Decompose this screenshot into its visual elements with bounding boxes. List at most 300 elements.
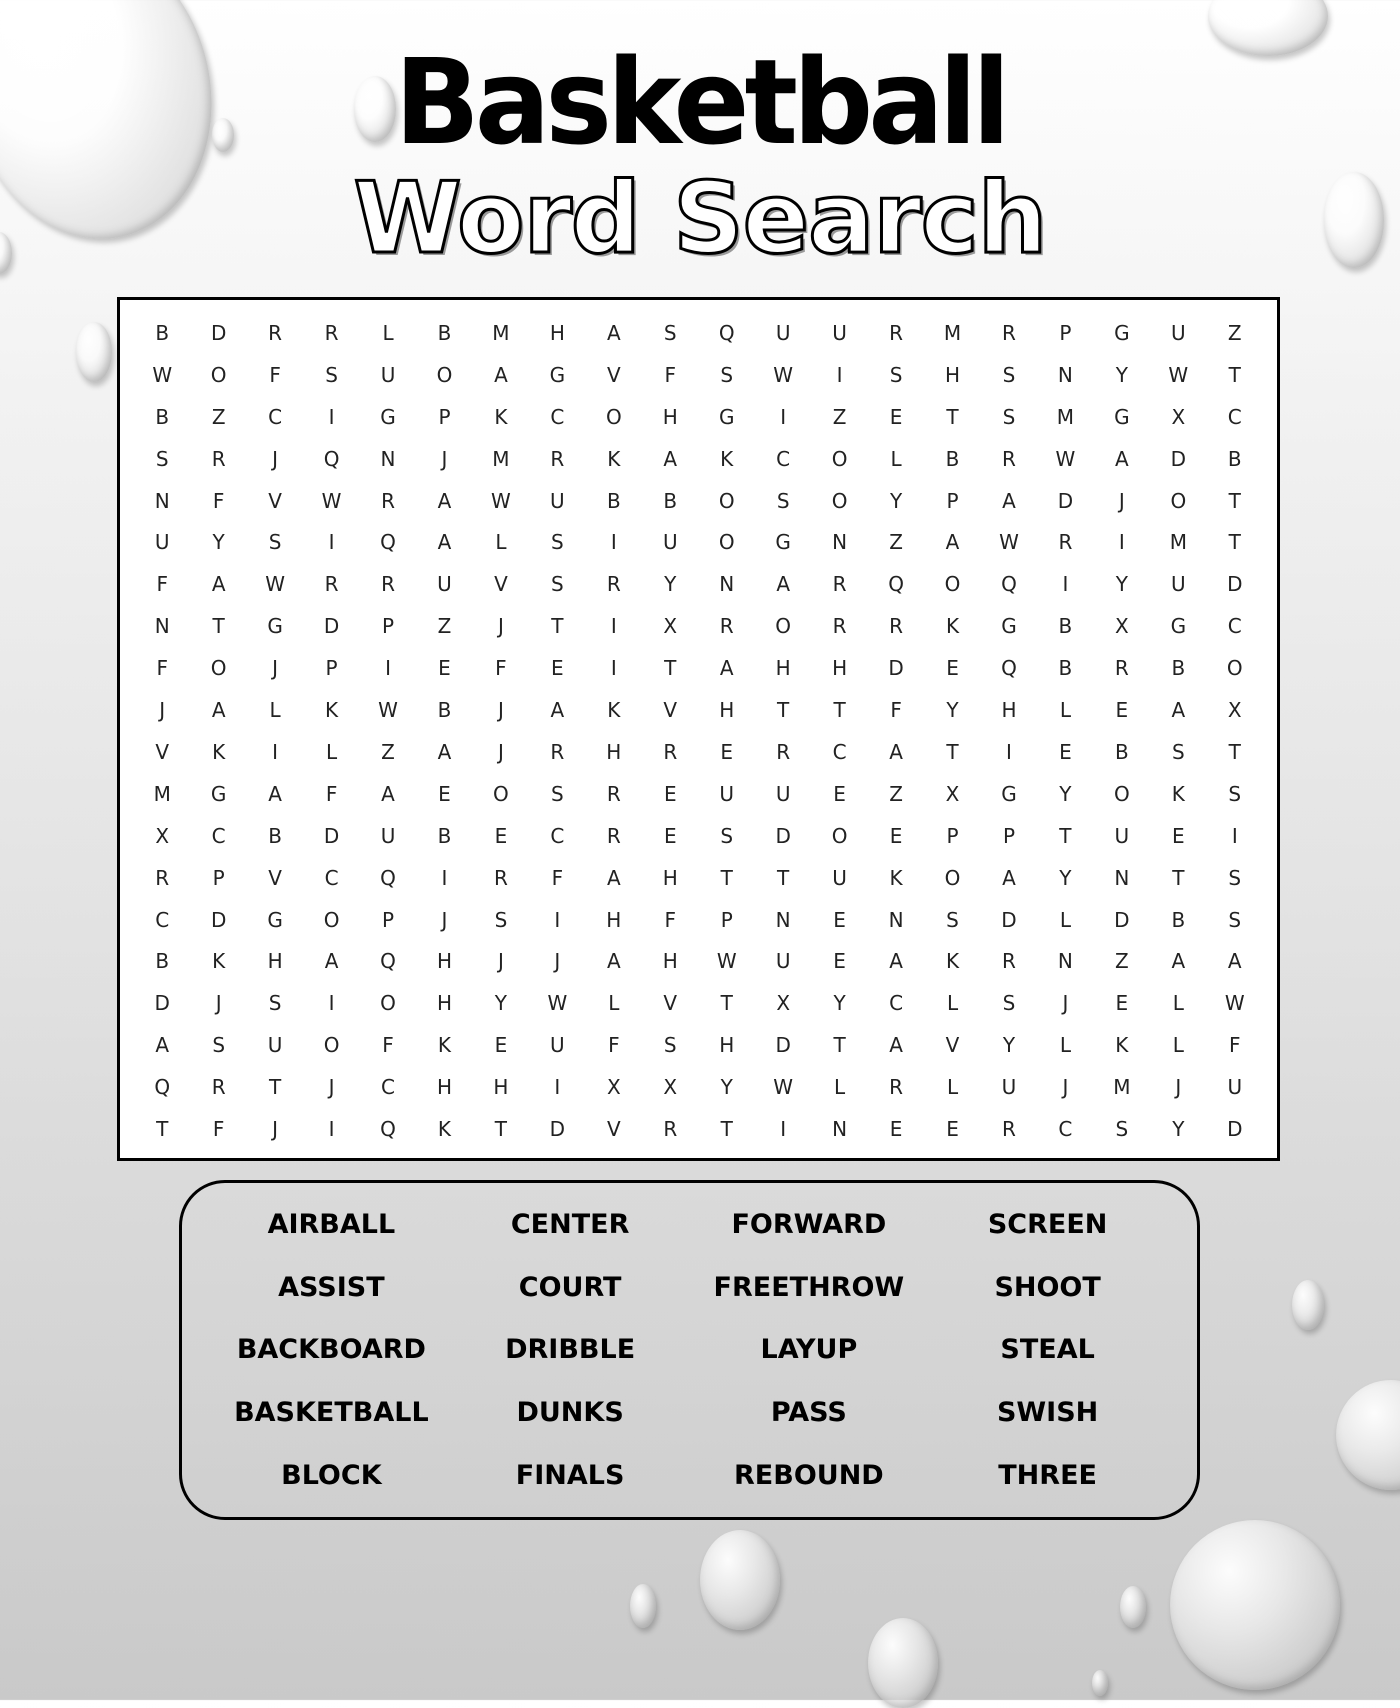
grid-letter[interactable]: R xyxy=(268,320,283,345)
grid-letter[interactable]: B xyxy=(437,698,452,723)
grid-letter[interactable]: N xyxy=(888,907,904,932)
grid-letter[interactable]: O xyxy=(210,362,227,387)
grid-letter[interactable]: H xyxy=(436,991,452,1016)
grid-letter[interactable]: T xyxy=(720,991,733,1016)
grid-letter[interactable]: W xyxy=(773,1075,794,1100)
grid-letter[interactable]: K xyxy=(1171,781,1185,806)
grid-letter[interactable]: W xyxy=(378,698,398,723)
grid-letter[interactable]: I xyxy=(441,865,448,890)
grid-letter[interactable]: R xyxy=(889,614,904,639)
grid-letter[interactable]: C xyxy=(776,446,791,471)
grid-letter[interactable]: E xyxy=(889,1117,903,1142)
grid-letter[interactable]: K xyxy=(720,446,734,471)
grid-letter[interactable]: D xyxy=(1227,1117,1243,1142)
grid-letter[interactable]: W xyxy=(491,488,511,513)
grid-letter[interactable]: L xyxy=(495,530,507,555)
grid-letter[interactable]: O xyxy=(436,362,453,387)
grid-letter[interactable]: H xyxy=(1001,698,1017,723)
grid-letter[interactable]: H xyxy=(662,949,678,974)
grid-letter[interactable]: S xyxy=(212,1033,226,1058)
grid-letter[interactable]: D xyxy=(549,1117,566,1142)
grid-letter[interactable]: O xyxy=(1113,781,1130,806)
grid-letter[interactable]: B xyxy=(1058,656,1073,681)
grid-letter[interactable]: I xyxy=(554,1075,561,1100)
grid-letter[interactable]: H xyxy=(662,865,678,890)
grid-letter[interactable]: A xyxy=(1002,865,1016,890)
grid-letter[interactable]: P xyxy=(381,614,395,639)
grid-letter[interactable]: A xyxy=(1002,488,1016,513)
grid-letter[interactable]: M xyxy=(943,320,962,345)
grid-letter[interactable]: P xyxy=(946,488,959,513)
grid-letter[interactable]: E xyxy=(551,656,564,681)
grid-letter[interactable]: Y xyxy=(1002,1033,1016,1058)
grid-letter[interactable]: I xyxy=(780,1117,787,1142)
grid-letter[interactable]: Y xyxy=(1059,781,1072,806)
grid-letter[interactable]: I xyxy=(1062,572,1069,597)
grid-letter[interactable]: S xyxy=(889,362,903,387)
grid-letter[interactable]: K xyxy=(945,949,960,974)
grid-letter[interactable]: T xyxy=(833,698,846,723)
grid-letter[interactable]: G xyxy=(718,404,735,429)
grid-letter[interactable]: D xyxy=(1114,907,1130,932)
grid-letter[interactable]: I xyxy=(554,907,561,932)
grid-letter[interactable]: K xyxy=(1115,1033,1129,1058)
grid-letter[interactable]: J xyxy=(1118,488,1125,513)
grid-letter[interactable]: B xyxy=(437,823,452,848)
grid-letter[interactable]: V xyxy=(268,488,282,513)
grid-letter[interactable]: T xyxy=(833,1033,846,1058)
grid-letter[interactable]: U xyxy=(832,320,847,345)
grid-letter[interactable]: T xyxy=(1228,530,1241,555)
grid-letter[interactable]: Y xyxy=(212,530,225,555)
grid-letter[interactable]: P xyxy=(1002,823,1015,848)
grid-letter[interactable]: J xyxy=(215,991,222,1016)
grid-letter[interactable]: V xyxy=(663,991,678,1016)
grid-letter[interactable]: J xyxy=(497,739,504,764)
grid-letter[interactable]: K xyxy=(494,404,508,429)
grid-letter[interactable]: Q xyxy=(888,572,904,597)
grid-letter[interactable]: H xyxy=(832,656,848,681)
grid-letter[interactable]: A xyxy=(945,530,960,555)
grid-letter[interactable]: E xyxy=(1115,698,1129,723)
grid-letter[interactable]: G xyxy=(267,907,283,932)
grid-letter[interactable]: L xyxy=(1059,907,1071,932)
grid-letter[interactable]: Y xyxy=(720,1075,733,1100)
grid-letter[interactable]: E xyxy=(1059,739,1072,764)
grid-letter[interactable]: J xyxy=(159,698,166,723)
grid-letter[interactable]: U xyxy=(154,530,170,555)
grid-letter[interactable]: S xyxy=(1228,907,1242,932)
grid-letter[interactable]: Q xyxy=(1001,572,1017,597)
grid-letter[interactable]: H xyxy=(719,1033,735,1058)
grid-letter[interactable]: D xyxy=(323,614,340,639)
grid-letter[interactable]: A xyxy=(1171,949,1186,974)
grid-letter[interactable]: Z xyxy=(437,614,452,639)
grid-letter[interactable]: X xyxy=(1227,698,1242,723)
grid-letter[interactable]: M xyxy=(492,446,510,471)
grid-letter[interactable]: W xyxy=(716,949,737,974)
grid-letter[interactable]: I xyxy=(328,991,335,1016)
grid-letter[interactable]: S xyxy=(268,530,282,555)
grid-letter[interactable]: R xyxy=(663,739,678,764)
grid-letter[interactable]: B xyxy=(155,320,170,345)
grid-letter[interactable]: D xyxy=(888,656,904,681)
grid-letter[interactable]: G xyxy=(775,530,791,555)
grid-letter[interactable]: O xyxy=(775,614,792,639)
grid-letter[interactable]: E xyxy=(663,781,677,806)
grid-letter[interactable]: H xyxy=(662,404,678,429)
grid-letter[interactable]: H xyxy=(549,320,565,345)
grid-letter[interactable]: F xyxy=(156,572,168,597)
grid-letter[interactable]: B xyxy=(155,404,170,429)
grid-letter[interactable]: A xyxy=(889,1033,903,1058)
grid-letter[interactable]: O xyxy=(944,572,961,597)
grid-letter[interactable]: L xyxy=(325,739,338,764)
grid-letter[interactable]: A xyxy=(776,572,790,597)
grid-letter[interactable]: T xyxy=(777,698,790,723)
grid-letter[interactable]: J xyxy=(272,446,279,471)
grid-letter[interactable]: L xyxy=(1059,698,1071,723)
grid-letter[interactable]: F xyxy=(608,1033,620,1058)
grid-letter[interactable]: D xyxy=(1170,446,1187,471)
grid-letter[interactable]: E xyxy=(720,739,734,764)
grid-letter[interactable]: S xyxy=(325,362,338,387)
grid-letter[interactable]: L xyxy=(946,1075,959,1100)
grid-letter[interactable]: T xyxy=(1228,488,1241,513)
grid-letter[interactable]: R xyxy=(1002,320,1016,345)
grid-letter[interactable]: F xyxy=(325,781,338,806)
grid-letter[interactable]: Y xyxy=(1115,362,1128,387)
grid-letter[interactable]: K xyxy=(945,614,960,639)
grid-letter[interactable]: U xyxy=(437,572,452,597)
grid-letter[interactable]: R xyxy=(1002,446,1016,471)
grid-letter[interactable]: V xyxy=(606,1117,621,1142)
grid-letter[interactable]: D xyxy=(154,991,170,1016)
grid-letter[interactable]: N xyxy=(1057,362,1073,387)
grid-letter[interactable]: T xyxy=(494,1117,508,1142)
grid-letter[interactable]: W xyxy=(547,991,568,1016)
grid-letter[interactable]: C xyxy=(268,404,283,429)
grid-letter[interactable]: T xyxy=(720,1117,733,1142)
grid-letter[interactable]: P xyxy=(1059,320,1072,345)
grid-letter[interactable]: X xyxy=(945,781,960,806)
grid-letter[interactable]: O xyxy=(944,865,961,890)
grid-letter[interactable]: Q xyxy=(380,530,396,555)
grid-letter[interactable]: I xyxy=(328,404,335,429)
grid-letter[interactable]: R xyxy=(324,320,339,345)
grid-letter[interactable]: C xyxy=(550,823,565,848)
grid-letter[interactable]: D xyxy=(1001,907,1017,932)
grid-letter[interactable]: J xyxy=(497,698,504,723)
grid-letter[interactable]: E xyxy=(833,907,846,932)
grid-letter[interactable]: N xyxy=(832,530,848,555)
grid-letter[interactable]: S xyxy=(1002,362,1016,387)
grid-letter[interactable]: J xyxy=(1062,991,1069,1016)
grid-letter[interactable]: P xyxy=(381,907,395,932)
grid-letter[interactable]: S xyxy=(663,320,677,345)
grid-letter[interactable]: T xyxy=(551,614,564,639)
grid-letter[interactable]: R xyxy=(832,614,847,639)
grid-letter[interactable]: R xyxy=(381,488,395,513)
grid-letter[interactable]: F xyxy=(1229,1033,1241,1058)
grid-letter[interactable]: Z xyxy=(381,739,395,764)
grid-letter[interactable]: J xyxy=(1062,1075,1069,1100)
grid-letter[interactable]: S xyxy=(1115,1117,1129,1142)
grid-letter[interactable]: H xyxy=(945,362,961,387)
grid-letter[interactable]: J xyxy=(554,949,561,974)
grid-letter[interactable]: X xyxy=(663,1075,678,1100)
grid-letter[interactable]: I xyxy=(385,656,391,681)
grid-letter[interactable]: U xyxy=(1227,1075,1243,1100)
grid-letter[interactable]: H xyxy=(775,656,791,681)
grid-letter[interactable]: Q xyxy=(718,320,735,345)
grid-letter[interactable]: R xyxy=(1002,1117,1016,1142)
grid-letter[interactable]: B xyxy=(155,949,170,974)
grid-letter[interactable]: E xyxy=(1115,991,1129,1016)
grid-letter[interactable]: I xyxy=(1231,823,1238,848)
grid-letter[interactable]: T xyxy=(156,1117,169,1142)
grid-letter[interactable]: E xyxy=(438,781,451,806)
grid-letter[interactable]: C xyxy=(832,739,847,764)
grid-letter[interactable]: Z xyxy=(889,781,903,806)
grid-letter[interactable]: A xyxy=(211,572,226,597)
grid-letter[interactable]: E xyxy=(889,823,903,848)
grid-letter[interactable]: U xyxy=(775,949,791,974)
grid-letter[interactable]: E xyxy=(663,823,677,848)
grid-letter[interactable]: J xyxy=(328,1075,335,1100)
grid-letter[interactable]: S xyxy=(1171,739,1185,764)
grid-letter[interactable]: B xyxy=(1227,446,1242,471)
grid-letter[interactable]: H xyxy=(606,739,622,764)
grid-letter[interactable]: J xyxy=(441,907,448,932)
grid-letter[interactable]: I xyxy=(610,530,617,555)
grid-letter[interactable]: M xyxy=(153,781,171,806)
grid-letter[interactable]: P xyxy=(438,404,451,429)
grid-letter[interactable]: Q xyxy=(323,446,340,471)
grid-letter[interactable]: C xyxy=(155,907,170,932)
grid-letter[interactable]: R xyxy=(1058,530,1073,555)
grid-letter[interactable]: W xyxy=(999,530,1019,555)
grid-letter[interactable]: A xyxy=(437,488,452,513)
grid-letter[interactable]: K xyxy=(607,446,621,471)
grid-letter[interactable]: Q xyxy=(380,1117,396,1142)
grid-letter[interactable]: M xyxy=(1056,404,1075,429)
grid-letter[interactable]: A xyxy=(889,739,903,764)
grid-letter[interactable]: U xyxy=(380,823,396,848)
grid-letter[interactable]: A xyxy=(437,739,452,764)
grid-letter[interactable]: Y xyxy=(889,488,903,513)
grid-letter[interactable]: X xyxy=(606,1075,621,1100)
grid-letter[interactable]: J xyxy=(441,446,448,471)
grid-letter[interactable]: H xyxy=(436,949,452,974)
grid-letter[interactable]: A xyxy=(550,698,565,723)
grid-letter[interactable]: T xyxy=(1172,865,1185,890)
grid-letter[interactable]: D xyxy=(1227,572,1243,597)
grid-letter[interactable]: N xyxy=(775,907,791,932)
grid-letter[interactable]: G xyxy=(549,362,566,387)
grid-letter[interactable]: I xyxy=(836,362,843,387)
grid-letter[interactable]: H xyxy=(267,949,283,974)
grid-letter[interactable]: I xyxy=(610,656,617,681)
grid-letter[interactable]: R xyxy=(550,446,565,471)
grid-letter[interactable]: C xyxy=(1227,614,1242,639)
grid-letter[interactable]: B xyxy=(945,446,960,471)
grid-letter[interactable]: O xyxy=(323,1033,340,1058)
grid-letter[interactable]: O xyxy=(210,656,227,681)
grid-letter[interactable]: L xyxy=(608,991,620,1016)
grid-letter[interactable]: T xyxy=(1228,362,1241,387)
grid-letter[interactable]: R xyxy=(211,446,226,471)
grid-letter[interactable]: A xyxy=(1115,446,1129,471)
grid-letter[interactable]: U xyxy=(1001,1075,1017,1100)
grid-letter[interactable]: L xyxy=(382,320,394,345)
grid-letter[interactable]: A xyxy=(663,446,678,471)
grid-letter[interactable]: G xyxy=(1114,404,1130,429)
grid-letter[interactable]: A xyxy=(437,530,452,555)
grid-letter[interactable]: G xyxy=(1170,614,1187,639)
grid-letter[interactable]: O xyxy=(718,530,735,555)
grid-letter[interactable]: G xyxy=(267,614,283,639)
grid-letter[interactable]: F xyxy=(156,656,168,681)
grid-letter[interactable]: S xyxy=(1228,781,1242,806)
grid-letter[interactable]: T xyxy=(777,865,790,890)
grid-letter[interactable]: W xyxy=(1055,446,1076,471)
grid-letter[interactable]: N xyxy=(380,446,396,471)
grid-letter[interactable]: B xyxy=(1171,656,1186,681)
grid-letter[interactable]: U xyxy=(550,1033,565,1058)
grid-letter[interactable]: R xyxy=(719,614,734,639)
grid-letter[interactable]: U xyxy=(1171,572,1186,597)
grid-letter[interactable]: B xyxy=(663,488,678,513)
grid-letter[interactable]: Y xyxy=(1115,572,1128,597)
grid-letter[interactable]: R xyxy=(155,865,170,890)
grid-letter[interactable]: A xyxy=(268,781,282,806)
grid-letter[interactable]: W xyxy=(773,362,794,387)
grid-letter[interactable]: I xyxy=(272,739,279,764)
grid-letter[interactable]: S xyxy=(1228,865,1242,890)
grid-letter[interactable]: I xyxy=(610,614,617,639)
grid-letter[interactable]: D xyxy=(1057,488,1074,513)
grid-letter[interactable]: O xyxy=(718,488,735,513)
grid-letter[interactable]: T xyxy=(946,739,959,764)
grid-letter[interactable]: E xyxy=(946,656,959,681)
grid-letter[interactable]: H xyxy=(719,698,735,723)
grid-letter[interactable]: T xyxy=(664,656,677,681)
grid-letter[interactable]: D xyxy=(210,907,227,932)
grid-letter[interactable]: C xyxy=(381,1075,395,1100)
grid-letter[interactable]: O xyxy=(605,404,622,429)
grid-letter[interactable]: S xyxy=(551,530,564,555)
grid-letter[interactable]: K xyxy=(212,739,226,764)
grid-letter[interactable]: P xyxy=(325,656,338,681)
grid-letter[interactable]: R xyxy=(606,572,621,597)
grid-letter[interactable]: W xyxy=(152,362,173,387)
grid-letter[interactable]: J xyxy=(1175,1075,1182,1100)
grid-letter[interactable]: A xyxy=(1227,949,1242,974)
grid-letter[interactable]: U xyxy=(832,865,847,890)
grid-letter[interactable]: V xyxy=(494,572,508,597)
grid-letter[interactable]: U xyxy=(550,488,565,513)
grid-letter[interactable]: P xyxy=(720,907,733,932)
grid-letter[interactable]: D xyxy=(323,823,340,848)
grid-letter[interactable]: W xyxy=(1224,991,1245,1016)
grid-letter[interactable]: C xyxy=(324,865,339,890)
grid-letter[interactable]: G xyxy=(1114,320,1130,345)
grid-letter[interactable]: X xyxy=(1115,614,1129,639)
grid-letter[interactable]: F xyxy=(269,362,281,387)
grid-letter[interactable]: Q xyxy=(154,1075,171,1100)
grid-letter[interactable]: F xyxy=(495,656,507,681)
grid-letter[interactable]: J xyxy=(272,1117,279,1142)
grid-letter[interactable]: I xyxy=(780,404,787,429)
grid-letter[interactable]: R xyxy=(776,739,791,764)
grid-letter[interactable]: Z xyxy=(1115,949,1129,974)
grid-letter[interactable]: I xyxy=(328,1117,335,1142)
grid-letter[interactable]: B xyxy=(268,823,282,848)
grid-letter[interactable]: R xyxy=(211,1075,226,1100)
grid-letter[interactable]: A xyxy=(494,362,508,387)
grid-letter[interactable]: G xyxy=(1001,781,1017,806)
grid-letter[interactable]: O xyxy=(831,488,848,513)
grid-letter[interactable]: K xyxy=(437,1033,452,1058)
grid-letter[interactable]: R xyxy=(381,572,395,597)
grid-letter[interactable]: L xyxy=(890,446,902,471)
grid-letter[interactable]: A xyxy=(606,865,621,890)
grid-letter[interactable]: O xyxy=(493,781,509,806)
grid-letter[interactable]: L xyxy=(834,1075,846,1100)
grid-letter[interactable]: S xyxy=(1002,991,1016,1016)
grid-letter[interactable]: B xyxy=(1058,614,1073,639)
grid-letter[interactable]: G xyxy=(380,404,396,429)
grid-letter[interactable]: L xyxy=(946,991,959,1016)
grid-letter[interactable]: R xyxy=(1002,949,1016,974)
grid-letter[interactable]: T xyxy=(1228,739,1241,764)
grid-letter[interactable]: R xyxy=(493,865,508,890)
grid-letter[interactable]: F xyxy=(890,698,902,723)
grid-letter[interactable]: N xyxy=(1057,949,1073,974)
grid-letter[interactable]: N xyxy=(154,614,170,639)
grid-letter[interactable]: V xyxy=(155,739,170,764)
grid-letter[interactable]: U xyxy=(719,781,735,806)
grid-letter[interactable]: T xyxy=(212,614,225,639)
grid-letter[interactable]: L xyxy=(1059,1033,1071,1058)
grid-letter[interactable]: A xyxy=(324,949,339,974)
grid-letter[interactable]: E xyxy=(889,404,903,429)
grid-letter[interactable]: O xyxy=(1170,488,1187,513)
grid-letter[interactable]: V xyxy=(663,698,678,723)
grid-letter[interactable]: V xyxy=(268,865,282,890)
grid-letter[interactable]: F xyxy=(664,907,677,932)
grid-letter[interactable]: I xyxy=(328,530,335,555)
grid-letter[interactable]: I xyxy=(1118,530,1125,555)
grid-letter[interactable]: S xyxy=(494,907,508,932)
grid-letter[interactable]: S xyxy=(720,823,734,848)
grid-letter[interactable]: E xyxy=(833,949,846,974)
grid-letter[interactable]: E xyxy=(1172,823,1185,848)
grid-letter[interactable]: X xyxy=(776,991,791,1016)
grid-letter[interactable]: H xyxy=(606,907,622,932)
grid-letter[interactable]: U xyxy=(662,530,678,555)
grid-letter[interactable]: O xyxy=(380,991,396,1016)
grid-letter[interactable]: F xyxy=(664,362,677,387)
grid-letter[interactable]: A xyxy=(155,1033,170,1058)
grid-letter[interactable]: N xyxy=(719,572,735,597)
grid-letter[interactable]: R xyxy=(1114,656,1129,681)
grid-letter[interactable]: K xyxy=(212,949,226,974)
grid-letter[interactable]: N xyxy=(832,1117,848,1142)
grid-letter[interactable]: S xyxy=(720,362,734,387)
grid-letter[interactable]: T xyxy=(720,865,733,890)
